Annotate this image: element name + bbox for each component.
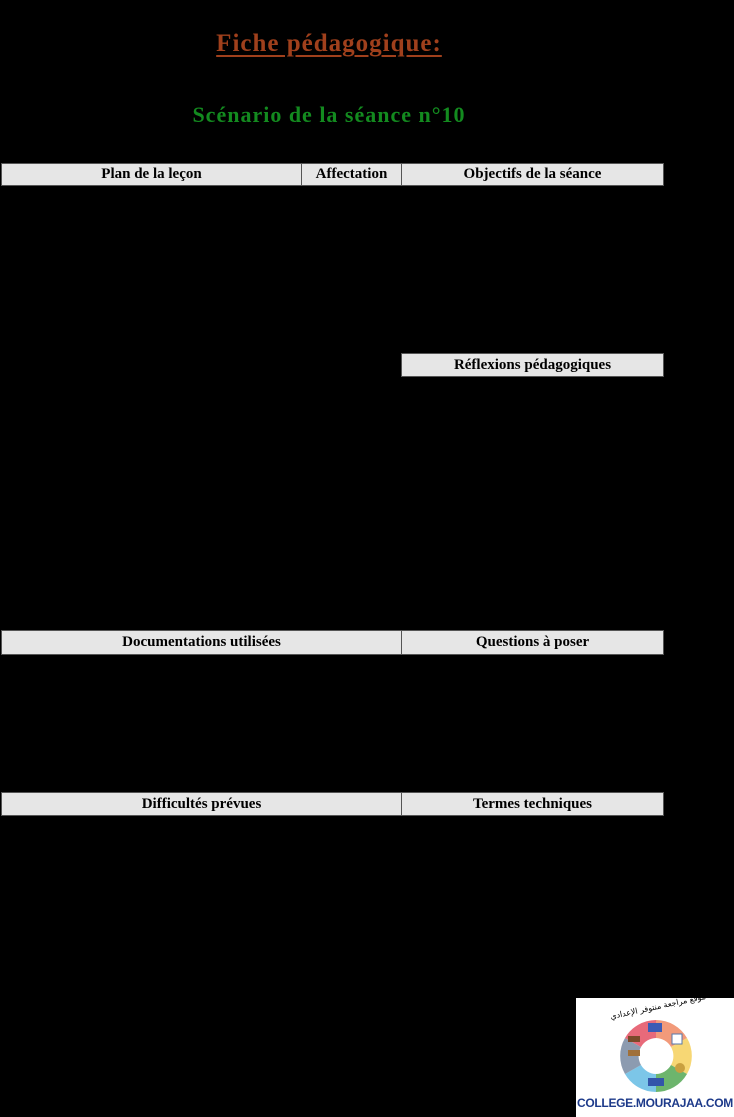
logo-ring-icon — [614, 1018, 698, 1092]
header-affectation: Affectation — [301, 163, 402, 186]
header-difficultes: Difficultés prévues — [1, 792, 402, 816]
header-objectifs: Objectifs de la séance — [401, 163, 664, 186]
site-logo — [576, 991, 734, 1117]
logo-arabic-text: موقع مراجعة منتوفر الإعدادي — [609, 991, 707, 1022]
header-questions: Questions à poser — [401, 630, 664, 655]
header-plan-lecon: Plan de la leçon — [1, 163, 302, 186]
logo-site-name: COLLEGE.MOURAJAA.COM — [576, 1096, 733, 1110]
header-documentations: Documentations utilisées — [1, 630, 402, 655]
document-title: Fiche pédagogique: — [216, 30, 442, 57]
header-reflexions: Réflexions pédagogiques — [401, 353, 664, 377]
header-termes: Termes techniques — [401, 792, 664, 816]
document-subtitle: Scénario de la séance n°10 — [192, 102, 466, 127]
